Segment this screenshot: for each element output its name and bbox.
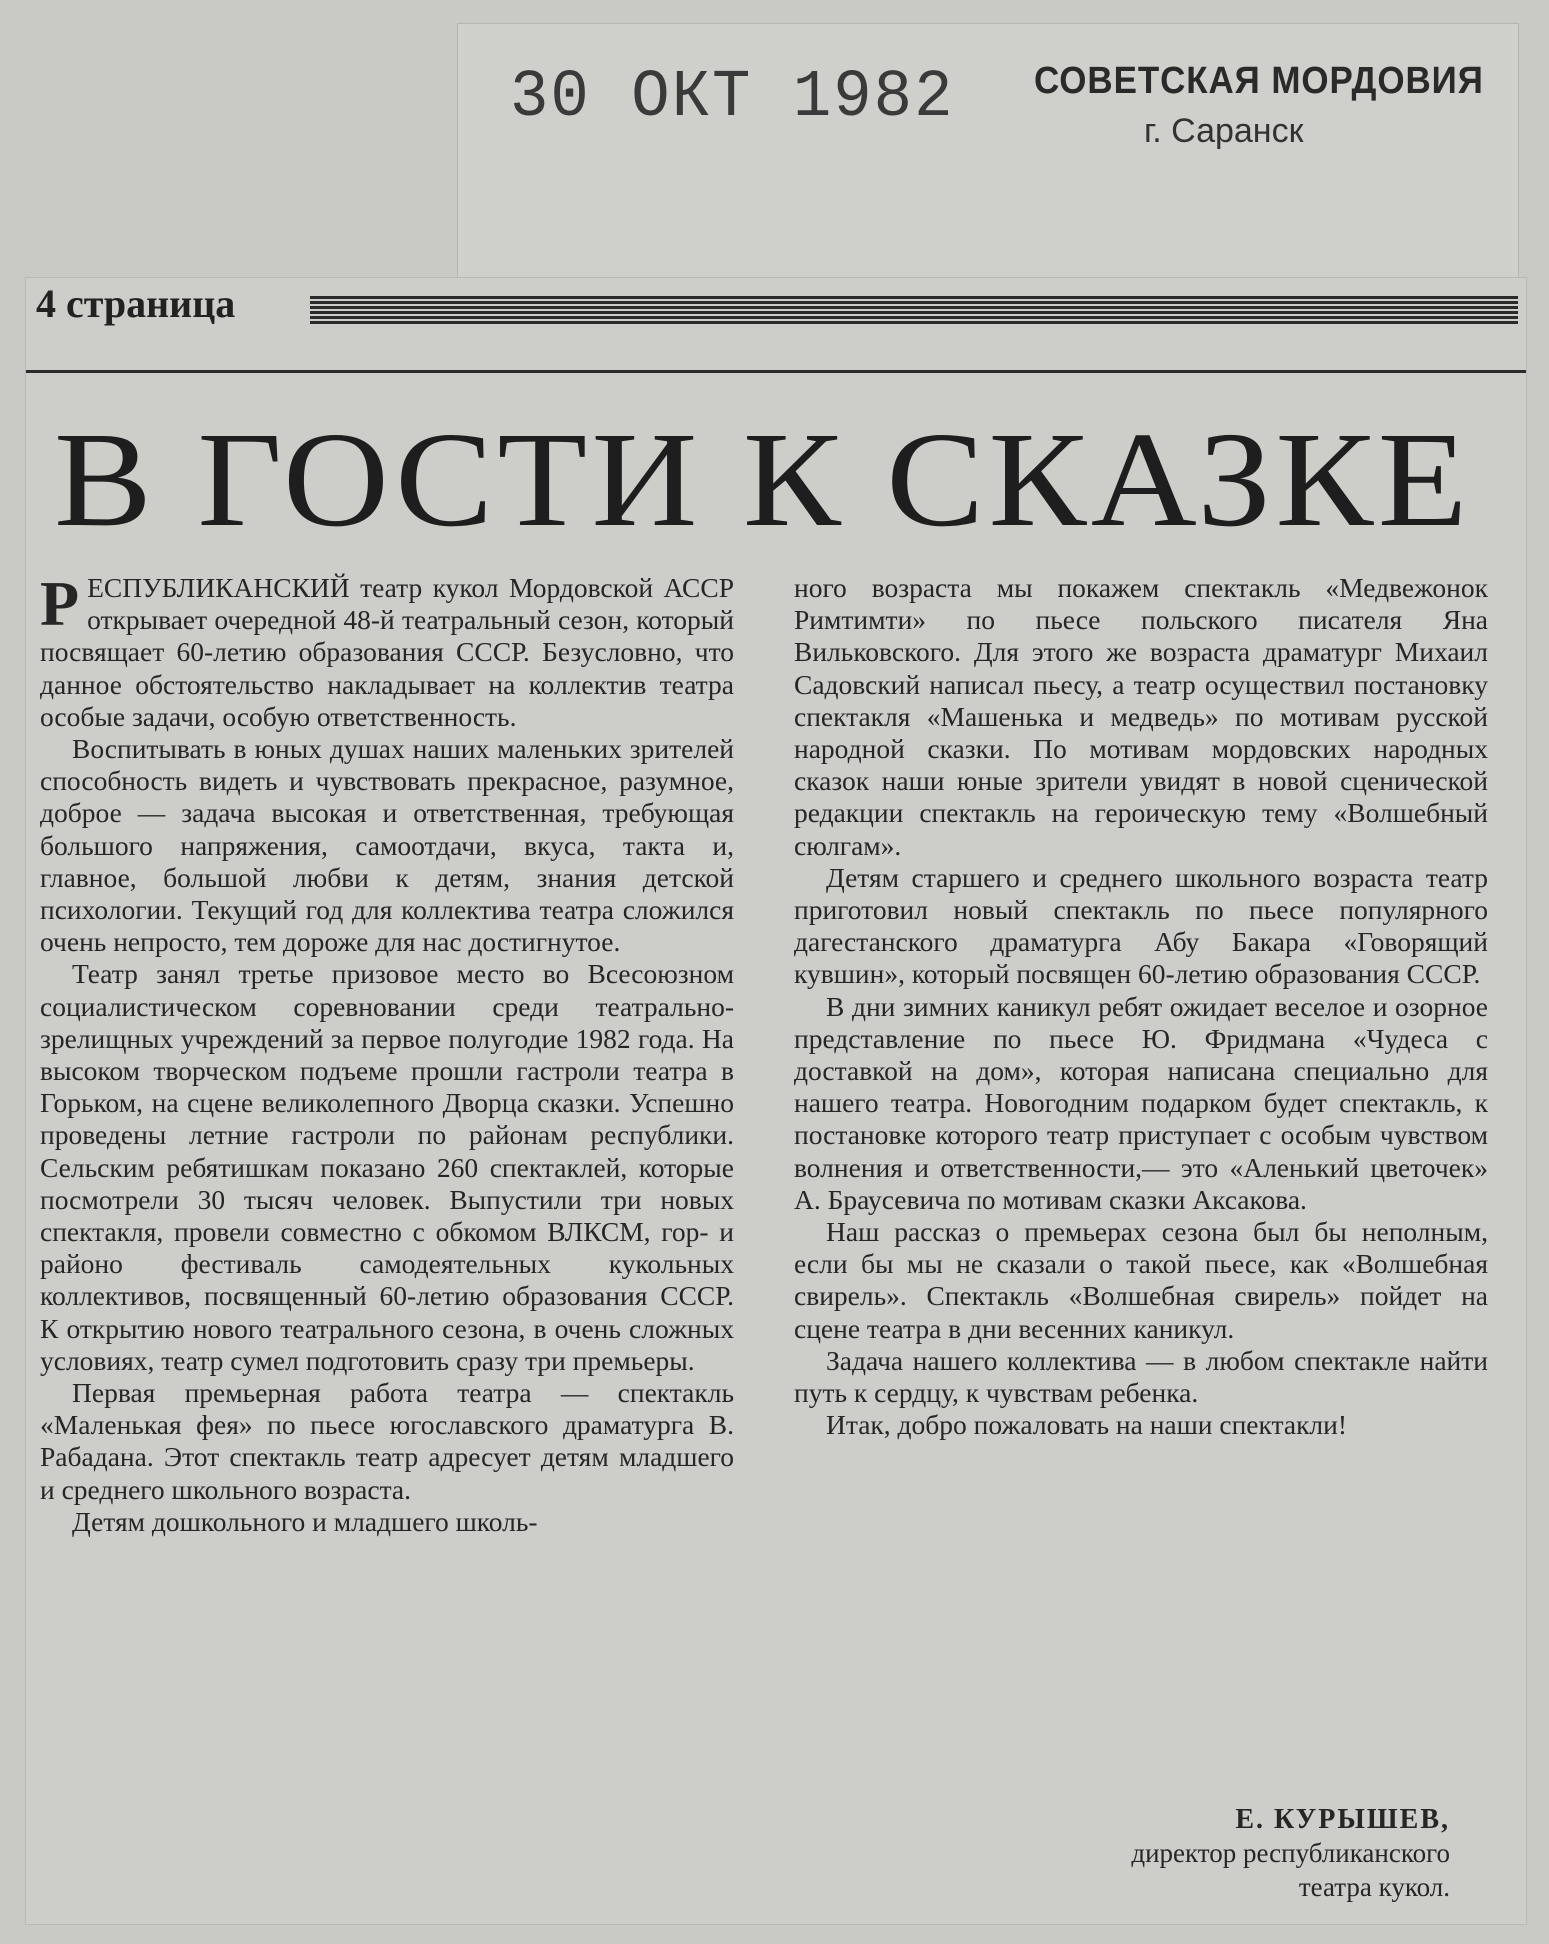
paragraph: Первая премьерная работа театра — спектакль «Маленькая фея» по пьесе югославского драматурга В. Рабадана. Этот спектакль театр адресует детям младшего и среднего школьного возраста. [40, 1377, 734, 1505]
header-rule [310, 296, 1518, 324]
article-headline: В ГОСТИ К СКАЗКЕ [54, 405, 1472, 555]
author-name: Е. КУРЫШЕВ, [1235, 1804, 1450, 1835]
paragraph: Наш рассказ о премьерах сезона был бы неполным, если бы мы не сказали о такой пьесе, как «Волшебная свирель». Спектакль «Волшебная свирель» пойдет на сцене театра в дни весенних каникул. [794, 1216, 1488, 1344]
article-column-left [40, 568, 734, 1538]
author-title: директор республиканского [1131, 1838, 1450, 1868]
paragraph [40, 568, 734, 733]
author-title: театра кукол. [1298, 1872, 1450, 1902]
paragraph: Театр занял третье призовое место во Всесоюзном социалистическом соревновании среди театрально-зрелищных учреждений за первое полугодие 1982 года. На высоком творческом подъеме прошли гастроли театра в Горьком, на сцене великолепного Дворца сказки. Успешно проведены летние гастроли по районам республики. Сельским ребятишкам показано 260 спектаклей, которые посмотрели 30 тысяч человек. Выпустили три новых спектакля, провели совместно с обкомом ВЛКСМ, гор- и районо фестиваль самодеятельных кукольных коллективов, посвященный 60-летию образования СССР. К открытию нового театрального сезона, в очень сложных условиях, театр сумел подготовить сразу три премьеры. [40, 958, 734, 1376]
paragraph: Задача нашего коллектива — в любом спектакле найти путь к сердцу, к чувствам ребенка. [794, 1344, 1488, 1409]
paragraph: Воспитывать в юных душах наших маленьких зрителей способность видеть и чувствовать прекрасное, разумное, доброе — задача высокая и ответственная, требующая большого напряжения, самоотдачи, вкуса, такта и, главное, большой любви к детям, знания детской психологии. Текущий год для коллектива театра сложился очень непросто, тем дороже для нас достигнутое. [40, 733, 734, 958]
author-signature [920, 1804, 1450, 1904]
article-column-right [794, 572, 1488, 1441]
stamp-newspaper-name: СОВЕТСКАЯ МОРДОВИЯ [1034, 60, 1484, 102]
drop-cap: Р [40, 568, 80, 639]
paragraph: Итак, добро пожаловать на наши спектакли! [826, 1409, 1348, 1441]
paragraph-text: ЕСПУБЛИКАНСКИЙ театр кукол Мордовской АССР открывает очередной 48-й театральный сезон, который посвящает 60-летию образования СССР. Безусловно, что данное обстоятельство накладывает на коллектив театра особые задачи, особую ответственность. [40, 572, 734, 732]
paragraph: ного возраста мы покажем спектакль «Медвежонок Римтимти» по пьесе польского писателя Яна Вильковского. Для этого же возраста драматург Михаил Садовский написал пьесу, а театр осуществил постановку спектакля «Машенька и медведь» по мотивам русской народной сказки. По мотивам мордовских народных сказок наши юные зрители увидят в новой сценической редакции спектакль на героическую тему «Волшебный сюлгам». [794, 572, 1488, 861]
paragraph: Детям дошкольного и младшего школь- [72, 1505, 538, 1537]
page-label: 4 страница [36, 281, 236, 326]
paragraph: Детям старшего и среднего школьного возраста театр приготовил новый спектакль по пьесе популярного дагестанского драматурга Абу Бакара «Говорящий кувшин», который посвящен 60-летию образования СССР. [794, 861, 1488, 990]
stamp-city: г. Саранск [1144, 112, 1304, 150]
stamp-date: 30 ОКТ 1982 [510, 60, 955, 136]
paragraph: В дни зимних каникул ребят ожидает веселое и озорное представление по пьесе Ю. Фридмана «Чудеса с доставкой на дом», которая написана специально для нашего театра. Новогодним подарком будет спектакль, к постановке которого театр приступает с особым чувством волнения и ответственности,— это «Аленький цветочек» А. Браусевича по мотивам сказки Аксакова. [794, 990, 1488, 1215]
divider-rule [26, 370, 1526, 373]
